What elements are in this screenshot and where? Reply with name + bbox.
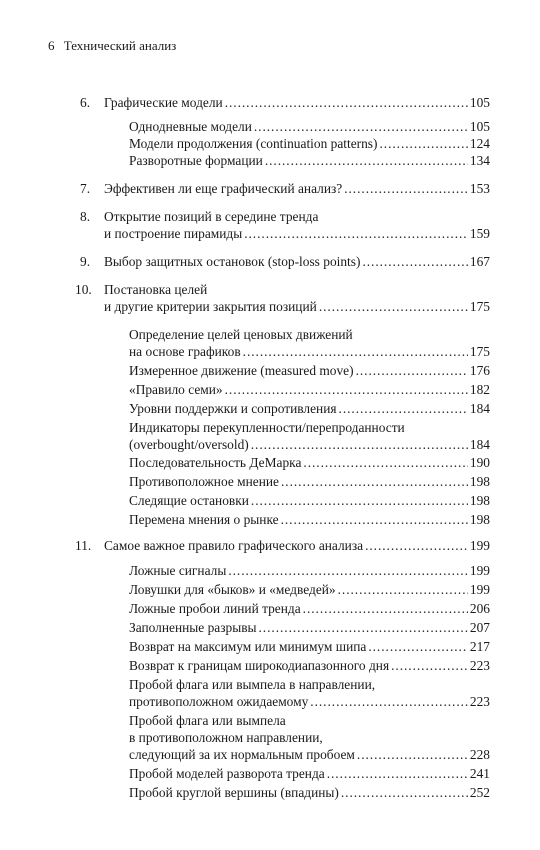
entry-page-number: 184 <box>469 437 490 452</box>
entry-title: противоположном ожидаемому <box>129 694 309 709</box>
entry-page-number: 105 <box>469 95 490 110</box>
entry-title: Противоположное мнение <box>129 474 279 489</box>
toc-section <box>0 562 540 579</box>
entry-page-number: 182 <box>469 382 490 397</box>
entry-title: Ловушки для «быков» и «медведей» <box>129 582 336 597</box>
toc-section <box>0 362 540 379</box>
dot-leader <box>228 562 468 579</box>
toc-chapter <box>0 94 540 111</box>
entry-page-number: 206 <box>469 601 490 616</box>
dot-leader <box>368 638 468 655</box>
entry-title: Самое важное правило графического анализа <box>104 538 364 553</box>
dot-leader <box>244 225 468 242</box>
entry-title: Эффективен ли еще графический анализ? <box>104 181 343 196</box>
dot-leader <box>303 600 468 617</box>
entry-title: и построение пирамиды <box>104 226 243 241</box>
dot-leader <box>341 784 468 801</box>
entry-title: Ложные пробои линий тренда <box>129 601 301 616</box>
dot-leader <box>391 657 468 674</box>
book-title: Технический анализ <box>63 38 177 53</box>
toc-section <box>0 135 540 152</box>
entry-page-number: 223 <box>469 694 490 709</box>
toc-section <box>0 152 540 169</box>
toc-section <box>0 581 540 598</box>
entry-page-number: 223 <box>469 658 490 673</box>
toc-section <box>0 326 540 360</box>
chapter-number: 10. <box>75 282 92 297</box>
toc-chapter <box>0 180 540 197</box>
running-head <box>48 38 176 54</box>
entry-title: Открытие позиций в середине тренда <box>104 209 319 224</box>
entry-page-number: 124 <box>469 136 490 151</box>
dot-leader <box>362 253 467 270</box>
dot-leader <box>338 581 468 598</box>
entry-page-number: 199 <box>469 538 490 553</box>
dot-leader <box>225 381 468 398</box>
entry-title: Ложные сигналы <box>129 563 227 578</box>
toc-section <box>0 657 540 674</box>
dot-leader <box>356 362 468 379</box>
entry-title: Индикаторы перекупленности/перепроданности <box>129 420 405 435</box>
dot-leader <box>251 436 468 453</box>
entry-title: Следящие остановки <box>129 493 249 508</box>
dot-leader <box>357 746 468 763</box>
chapter-number: 6. <box>80 95 91 110</box>
entry-title: «Правило семи» <box>129 382 223 397</box>
entry-title: (overbought/oversold) <box>129 437 249 452</box>
entry-page-number: 252 <box>469 785 490 800</box>
toc-chapter <box>0 281 540 315</box>
toc-section <box>0 619 540 636</box>
toc-section <box>0 400 540 417</box>
entry-page-number: 184 <box>469 401 490 416</box>
entry-page-number: 153 <box>469 181 490 196</box>
entry-title: Графические модели <box>104 95 223 110</box>
entry-title: Возврат к границам широкодиапазонного дня <box>129 658 390 673</box>
dot-leader <box>365 537 468 554</box>
entry-page-number: 198 <box>469 512 490 527</box>
entry-page-number: 159 <box>469 226 490 241</box>
chapter-number: 11. <box>75 538 92 553</box>
dot-leader <box>251 492 468 509</box>
dot-leader <box>259 619 468 636</box>
toc-section <box>0 784 540 801</box>
entry-title: Заполненные разрывы <box>129 620 257 635</box>
dot-leader <box>319 298 468 315</box>
toc-section <box>0 381 540 398</box>
entry-title: и другие критерии закрытия позиций <box>104 299 317 314</box>
toc-chapter <box>0 253 540 270</box>
dot-leader <box>281 473 468 490</box>
entry-page-number: 199 <box>469 563 490 578</box>
toc-section <box>0 492 540 509</box>
entry-page-number: 105 <box>469 119 490 134</box>
toc-section <box>0 600 540 617</box>
toc-section <box>0 473 540 490</box>
dot-leader <box>327 765 468 782</box>
entry-title: Измеренное движение (measured move) <box>129 363 354 378</box>
entry-title: Постановка целей <box>104 282 208 297</box>
toc-section <box>0 712 540 763</box>
dot-leader <box>265 152 468 169</box>
dot-leader <box>379 135 467 152</box>
entry-title: Пробой флага или вымпела <box>129 713 286 728</box>
entry-page-number: 190 <box>469 455 490 470</box>
dot-leader <box>310 693 468 710</box>
entry-title: Пробой моделей разворота тренда <box>129 766 325 781</box>
dot-leader <box>339 400 468 417</box>
entry-page-number: 198 <box>469 493 490 508</box>
dot-leader <box>225 94 468 111</box>
entry-title: Разворотные формации <box>129 153 263 168</box>
chapter-number: 8. <box>80 209 91 224</box>
entry-page-number: 207 <box>469 620 490 635</box>
dot-leader <box>281 511 468 528</box>
entry-title: Определение целей ценовых движений <box>129 327 353 342</box>
toc-section <box>0 765 540 782</box>
toc-section <box>0 454 540 471</box>
entry-page-number: 175 <box>469 299 490 314</box>
entry-title: Перемена мнения о рынке <box>129 512 279 527</box>
chapter-number: 7. <box>80 181 91 196</box>
table-of-contents <box>0 94 540 801</box>
entry-page-number: 167 <box>469 254 490 269</box>
toc-section <box>0 676 540 710</box>
entry-page-number: 175 <box>469 344 490 359</box>
toc-section <box>0 511 540 528</box>
entry-title: Уровни поддержки и сопротивления <box>129 401 337 416</box>
entry-title: в противоположном направлении, <box>129 730 323 745</box>
entry-title: Пробой флага или вымпела в направлении, <box>129 677 376 692</box>
dot-leader <box>254 118 468 135</box>
entry-title: следующий за их нормальным пробоем <box>129 747 355 762</box>
toc-chapter <box>0 537 540 554</box>
entry-page-number: 199 <box>469 582 490 597</box>
entry-title: Последовательность ДеМарка <box>129 455 302 470</box>
dot-leader <box>303 454 468 471</box>
toc-section <box>0 419 540 453</box>
chapter-number: 9. <box>80 254 91 269</box>
entry-title: Однодневные модели <box>129 119 252 134</box>
entry-page-number: 176 <box>469 363 490 378</box>
entry-title: Пробой круглой вершины (впадины) <box>129 785 339 800</box>
entry-page-number: 228 <box>469 747 490 762</box>
entry-title: Модели продолжения (continuation patterns) <box>129 136 378 151</box>
entry-page-number: 241 <box>469 766 490 781</box>
entry-title: Возврат на максимум или минимум шипа <box>129 639 367 654</box>
toc-chapter <box>0 208 540 242</box>
toc-section <box>0 118 540 135</box>
toc-section <box>0 638 540 655</box>
page-number: 6 <box>48 38 55 53</box>
entry-title: на основе графиков <box>129 344 241 359</box>
entry-page-number: 134 <box>469 153 490 168</box>
dot-leader <box>344 180 468 197</box>
dot-leader <box>243 343 468 360</box>
entry-page-number: 198 <box>469 474 490 489</box>
entry-page-number: 217 <box>469 639 490 654</box>
entry-title: Выбор защитных остановок (stop-loss points) <box>104 254 361 269</box>
